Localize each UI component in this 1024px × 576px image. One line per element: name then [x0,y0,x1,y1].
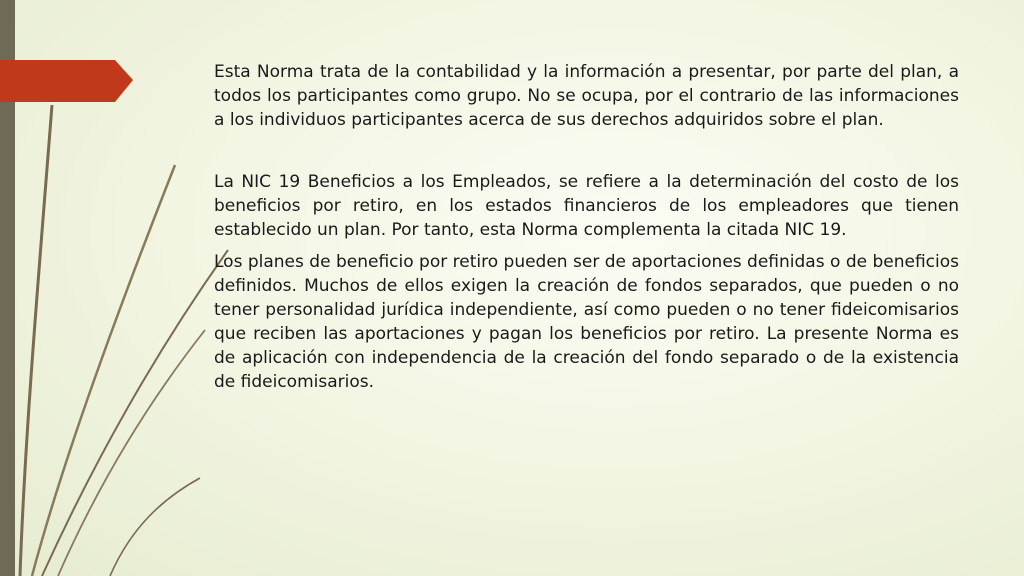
stem-curve-3 [42,250,228,576]
stem-curve-2 [32,165,175,576]
stem-curve-5 [110,478,200,576]
arrow-bullet-icon [0,60,133,102]
paragraph-retirement-plans: Los planes de beneficio por retiro pueden ser de aportaciones definidas o de beneficios definidos. Muchos de ellos exigen la creación de fondos separados, que pueden o no tener personalidad jurídica independiente, así como pueden o no tener fideicomisarios que reciben las aportaciones y pagan los beneficios por retiro. La presente Norma es de aplicación con independencia de la creación del fondo separado o de la existencia de fideicomisarios. [214,252,959,392]
paragraph-nic19: La NIC 19 Beneficios a los Empleados, se refiere a la determinación del costo de los beneficios por retiro, en los estados financieros de los empleadores que tienen establecido un plan. Por tanto, esta Norma complementa la citada NIC 19. [214,172,959,240]
stem-curve-4 [58,330,205,576]
slide-body [214,60,959,394]
stem-curve-1 [20,105,52,576]
paragraph-scope: Esta Norma trata de la contabilidad y la información a presentar, por parte del plan, a todos los participantes como grupo. No se ocupa, por el contrario de las informaciones a los individuos participantes acerca de sus derechos adquiridos sobre el plan. [214,62,959,130]
